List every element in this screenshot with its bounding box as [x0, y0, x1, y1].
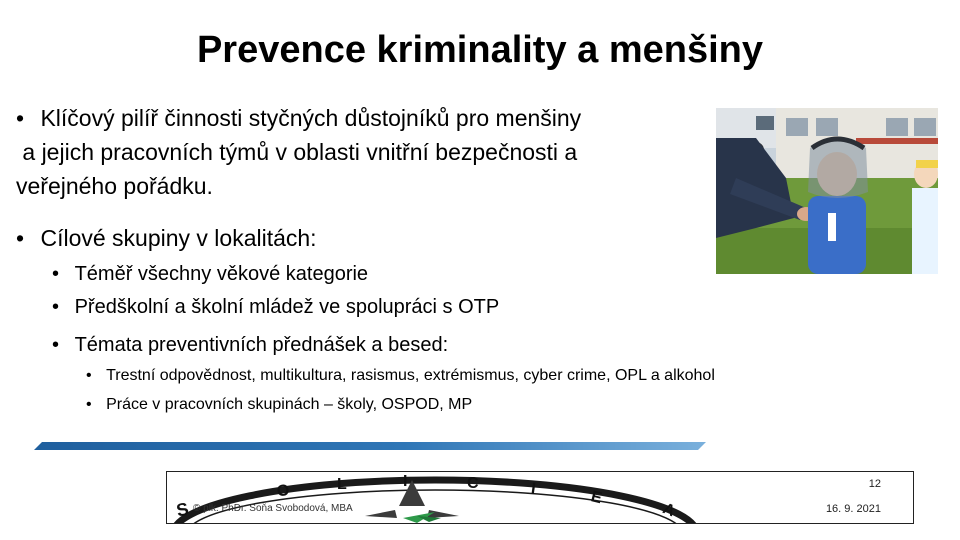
bullet-text: Cílové skupiny v lokalitách:: [40, 225, 317, 251]
bullet-text: Předškolní a školní mládež ve spolupráci s OTP: [74, 296, 500, 318]
svg-text:E: E: [589, 488, 604, 508]
sub-bullet-1: [52, 259, 368, 289]
svg-text:I: I: [529, 480, 537, 498]
bullet-text: Témata preventivních přednášek a besed:: [74, 334, 449, 356]
policie-emblem: [167, 472, 913, 523]
svg-text:C: C: [467, 475, 479, 492]
svg-text:O: O: [275, 481, 291, 501]
bullet-text: Práce v pracovních skupinách – školy, OSPOD, MP: [106, 396, 473, 413]
bullet-1-line-3: veřejného pořádku.: [16, 173, 213, 199]
slide-number: 12: [868, 478, 881, 490]
sub-bullet-2: [52, 292, 499, 322]
police-officer-with-child-photo: [716, 108, 938, 274]
bullet-marker: •: [52, 334, 60, 356]
bullet-marker: •: [52, 263, 60, 285]
bullet-text: Klíčový pilíř činnosti styčných důstojníků pro menšiny: [40, 105, 582, 131]
slide-title: Prevence kriminality a menšiny: [196, 29, 764, 71]
bullet-marker: •: [86, 396, 92, 413]
decorative-stripe: [34, 440, 706, 452]
svg-text:S: S: [174, 498, 191, 521]
bullet-marker: •: [86, 367, 92, 384]
svg-text:I: I: [403, 473, 408, 490]
svg-text:L: L: [337, 476, 347, 493]
bullet-2: [16, 221, 716, 255]
bullet-marker: •: [52, 296, 60, 318]
bullet-marker: •: [16, 105, 25, 131]
slide-date: 16. 9. 2021: [825, 503, 881, 515]
bullet-1-line-1: [16, 101, 716, 135]
copyright-text: © plk. PhDr. Soňa Svobodová, MBA: [193, 503, 353, 514]
bullet-1-line-2: a jejich pracovních týmů v oblasti vnitřní bezpečnosti a: [16, 139, 578, 165]
bullet-marker: •: [16, 225, 25, 251]
footer: [166, 471, 914, 524]
sub-sub-bullet-2: [86, 391, 472, 419]
svg-text:A: A: [660, 500, 678, 521]
sub-sub-bullet-1: [86, 362, 715, 390]
bullet-text: Téměř všechny věkové kategorie: [74, 263, 369, 285]
sub-bullet-3: [52, 330, 448, 360]
bullet-text: Trestní odpovědnost, multikultura, rasismus, extrémismus, cyber crime, OPL a alkohol: [106, 367, 715, 384]
